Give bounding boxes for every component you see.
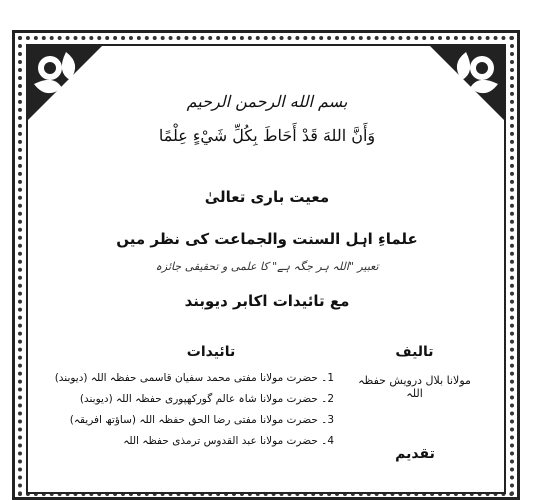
- endorsement-item: 3۔ حضرت مولانا مفتی رضا الحق حفظہ اللہ (ساؤتھ افریقہ): [69, 414, 334, 426]
- quran-verse: وَأَنَّ اللهَ قَدْ أَحَاطَ بِكُلِّ شَيْءٍ عِلْمًا: [158, 126, 376, 145]
- authorship-heading: تالیف: [395, 344, 434, 360]
- book-description: تعبیر "اللہ ہر جگہ ہے" کا علمی و تحقیقی جائزہ: [155, 260, 379, 273]
- authorship-section: [352, 344, 477, 400]
- endorsement-item: 4۔ حضرت مولانا عبد القدوس ترمذی حفظہ اللہ: [123, 435, 334, 447]
- endorsement-tagline: مع تائیدات اکابر دیوبند: [184, 292, 350, 310]
- endorsement-item: 2۔ حضرت مولانا شاہ عالم گورکھپوری حفظہ اللہ (دیوبند): [79, 393, 334, 405]
- endorsement-item: 1۔ حضرت مولانا مفتی محمد سفیان قاسمی حفظہ اللہ (دیوبند): [54, 372, 334, 384]
- endorsements-heading: تائیدات: [186, 344, 236, 360]
- author-name: مولانا بلال درویش حفظہ اللہ: [358, 374, 471, 400]
- bismillah-calligraphy: بسم الله الرحمن الرحيم: [186, 92, 348, 111]
- book-subtitle: علماءِ اہل السنت والجماعت کی نظر میں: [116, 230, 418, 248]
- foreword-heading: تقدیم: [395, 446, 435, 462]
- book-title: معیت باری تعالیٰ: [204, 188, 330, 206]
- endorsements-section: [54, 344, 334, 452]
